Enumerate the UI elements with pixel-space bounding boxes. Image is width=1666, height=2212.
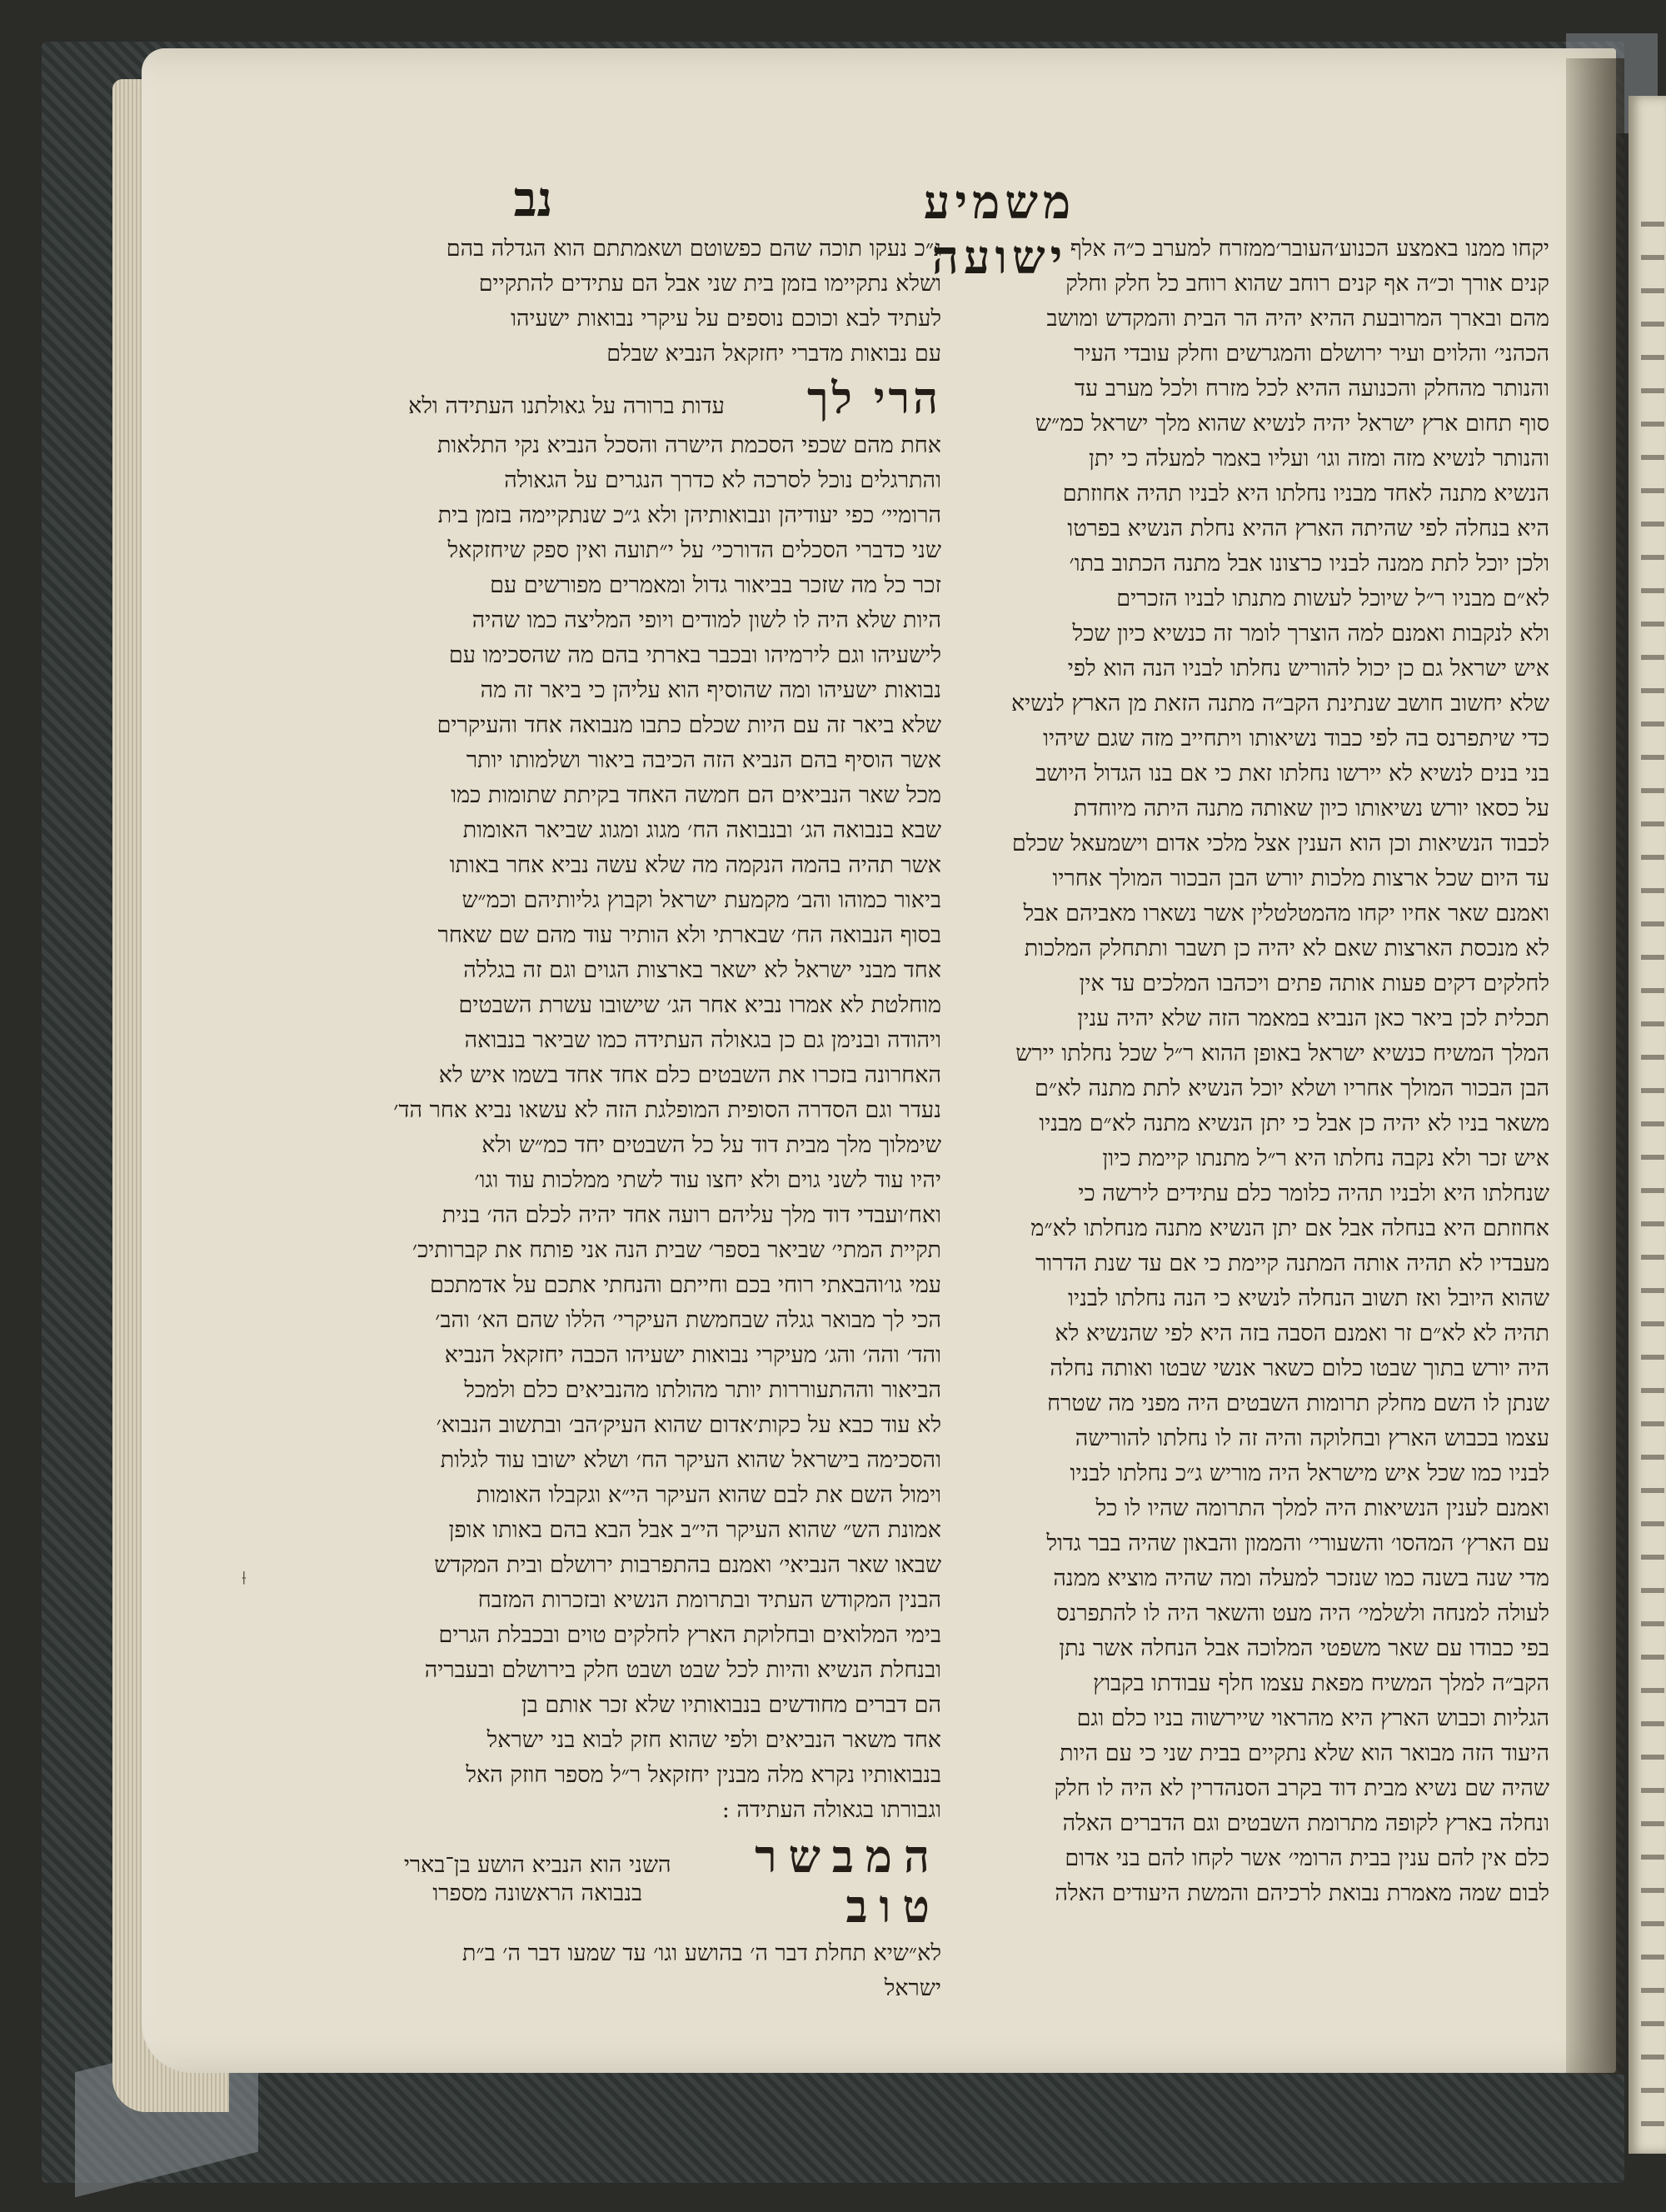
text-line: ואמנם לענין הנשיאות היה למלך התרומה שהיו לו כל: [1095, 1495, 1549, 1521]
text-line: אשר תהיה בהמה הנקמה מה שלא עשה נביא אחר באותו: [449, 852, 941, 878]
text-line: היא בנחלה לפי שהיתה הארץ ההיא נחלת הנשיא בפרטו: [1067, 516, 1549, 542]
text-line: הכהני׳ והלוים ועיר ירושלם והמגרשים וחלק עובדי העיר: [1074, 341, 1549, 367]
text-line: לא מנכסת הארצות שאם לא יהיה כן תשבר ותתחלק המלכות: [1024, 936, 1549, 961]
text-line: נעדר וגם הסדרה הסופית המופלגת הזה לא עשאו נביא אחר הד׳: [393, 1097, 941, 1123]
text-line: משאר בניו לא יהיה כן אבל כי יתן הנשיא מתנה לא״ם מבניו: [1039, 1111, 1549, 1136]
text-line: נבואות ישעיהו ומה שהוסיף הוא עליהן כי ביאר זה מה: [480, 677, 941, 703]
text-line: והנותר לנשיא מזה ומזה וגו׳ ועליו באמר למעלה כי יתן: [1089, 446, 1549, 472]
left-column-closing: [392, 1936, 941, 2006]
page-number: נב: [513, 171, 553, 227]
text-line: סוף תחום ארץ ישראל יהיה לנשיא שהוא מלך ישראל כמ״ש: [1035, 411, 1549, 437]
left-column-opening: [392, 232, 941, 372]
text-line: לחלקים דקים פעות אותה פתים ויכהבו המלכים עד אין: [1079, 971, 1549, 996]
text-line: לישעיהו וגם לירמיהו ובכבר בארתי בהם מה שהסכימו עם: [448, 642, 941, 668]
text-line: ולכן יוכל לתת ממנה לבניו כרצונו אבל מתנה הכתוב בתו׳: [1069, 551, 1549, 577]
heading-side-text-1: עדות ברורה על גאולתנו העתידה ולא: [408, 393, 725, 419]
text-line: אמונת הש״ שהוא העיקר הי״ב אבל הבא בהם באותו אופן: [448, 1517, 941, 1543]
text-line: תהיה לא לא״ם זר ואמנם הסבה בזה היא לפי שהנשיא לא: [1055, 1321, 1549, 1346]
text-line: הביאור וההתעוררות יותר מהולתו מהנביאים כלם ולמכל: [464, 1377, 941, 1403]
section-heading-2: [392, 1831, 941, 1931]
text-line: יקחו ממנו באמצע הכנוע׳העובר׳ממזרח למערב כ״ה אלף: [1070, 236, 1549, 262]
text-line: אחת מהם שכפי הסכמת הישרה והסכל הנביא נקי התלאות: [436, 432, 941, 458]
text-line: ג״כ נעקו תוכה שהם כפשוטם ושאמתתם הוא הגדלה בהם: [446, 236, 941, 262]
text-line: לכבוד הנשיאות וכן הוא הענין אצל מלכי אדום וישמעאל שכלם: [1011, 831, 1549, 856]
text-line: תכלית לכן ביאר כאן הנביא במאמר הזה שלא יהיה ענין: [1077, 1006, 1549, 1031]
text-line: שנחלתו היא ולבניו תהיה כלומר כלם עתידים לירשה כי: [1078, 1181, 1549, 1206]
text-line: בפי כבודו עם שאר משפטי המלוכה אבל הנחלה אשר נתן: [1059, 1635, 1549, 1661]
text-column-right: [958, 232, 1549, 2031]
margin-mark: ⟊: [242, 1568, 247, 1589]
text-line: אשר הוסיף בהם הנביא הזה הכיבה ביאור ושלמותו יותר: [466, 747, 941, 773]
text-line: ואמנם שאר אחיו יקחו מהמטלטלין אשר נשארו מאביהם אבל: [1023, 901, 1549, 926]
text-line: ונחלה בארץ לקופה מתרומת השבטים וגם הדברים האלה: [1062, 1810, 1549, 1836]
text-line: ויהודה ובנימן גם כן בגאולה העתידה כמו שביאר בנבואה: [464, 1027, 941, 1053]
text-line: על כסאו יורש נשיאותו כיון שאותה מתנה היתה מיוחדת: [1073, 796, 1549, 821]
text-line: והד׳ והה׳ והג׳ מעיקרי נבואות ישעיהו הכבה יחזקאל הנביא: [444, 1342, 941, 1368]
text-line: וימול השם את לבם שהוא העיקר הי״א וגקבלו האומות: [476, 1482, 941, 1508]
text-line: זכר כל מה שזכר בביאור גדול ומאמרים מפורשים עם: [490, 572, 941, 598]
text-line: לעולה למנחה ולשלמי׳ היה מעט והשאר היה לו להתפרנס: [1056, 1600, 1549, 1626]
text-line: וגבורתו בגאולה העתידה :: [721, 1797, 941, 1823]
text-line: מהם ובארך המרובעת ההיא יהיה הר הבית והמקדש ומושב: [1046, 306, 1549, 332]
text-line: היות שלא היה לו לשון למודים ויופי המליצה כמו שהיה: [471, 607, 941, 633]
text-line: היעוד הזה מבואר הוא שלא נתקיים בבית שני כי עם היות: [1060, 1740, 1549, 1766]
text-line: הרומיי׳ כפי יעודיהן ונבואותיהן ולא ג״כ שנתקיימה בזמן בית: [437, 502, 941, 528]
section-heading-1: [392, 375, 941, 423]
text-line: עם נבואות מדברי יחזקאל הנביא שבלם: [606, 341, 941, 367]
text-line: ואח׳ועבדי דוד מלך עליהם רועה אחד יהיה לכלם הה׳ בנית: [441, 1202, 941, 1228]
text-line: יהיו עוד לשני גוים ולא יחצו עוד לשתי ממלכות עוד וגו׳: [474, 1167, 941, 1193]
text-line: לבניו כמו שכל איש מישראל היה מוריש ג״כ נחלתו לבניו: [1070, 1461, 1549, 1486]
text-line: ביאור כמוהו והב׳ מקמעת ישראל וקבוץ גליותיהם וכמ״ש: [461, 887, 941, 913]
heading-word-1: הרי לך: [806, 373, 941, 424]
text-line: והתרגלים נוכל לסרכה לא כדרך הנגרים על הגאולה: [504, 467, 941, 493]
text-line: שהיה שם נשיא מבית דוד בקרב הסנהדרין לא היה לו חלק: [1054, 1775, 1549, 1801]
text-line: שהוא היובל ואז תשוב הנחלה לנשיא כי הנה נחלתו לבניו: [1068, 1286, 1549, 1311]
text-line: אחד משאר הנביאים ולפי שהוא חזק לבוא בני ישראל: [486, 1727, 941, 1753]
text-line: מוחלטת לא אמרו נביא אחר הג׳ שישובו עשרת השבטים: [458, 992, 941, 1018]
text-line: שני כדברי הסכלים הדורכי׳ על י״תועה ואין ספק שיחזקאל: [447, 537, 941, 563]
text-line: אחוזתם היא בנחלה אבל אם יתן הנשיא מתנה מנחלתו לא״מ: [1030, 1216, 1549, 1241]
text-line: ישראל: [884, 1975, 941, 2001]
text-line: הבנין המקודש העתיד ובתרומת הנשיא ובזכרות המזבח: [477, 1587, 941, 1613]
text-line: תקיית המתי׳ שביאר בספר׳ שבית הנה אני פותח את קברותיכ׳: [412, 1237, 941, 1263]
text-line: הכי לך מבואר גגלה שבחמשת העיקרי׳ הללו שהם הא׳ והב׳: [435, 1307, 941, 1333]
text-line: כלם אין להם ענין בבית הרומי׳ אשר לקחו להם בני אדום: [1065, 1845, 1549, 1871]
text-line: לבום שמה מאמרת נבואת לרכיהם והמשת היעודים האלה: [1055, 1880, 1549, 1906]
left-column-body: [392, 428, 941, 1828]
text-column-left: [392, 232, 941, 2001]
text-line: שבא בנבואה הג׳ ובנבואה הח׳ מגוג ומגוג שביאר האומות: [462, 817, 941, 843]
text-line: עמי גו׳והבאתי רוחי בכם וחייתם והנחתי אתכם על אדמתכם: [430, 1272, 941, 1298]
text-line: היה יורש בתוך שבטו כלום כשאר אנשי שבטו ואותה נחלה: [1050, 1356, 1549, 1381]
text-line: שבאו שאר הנביאי׳ ואמנם בהתפרבות ירושלם ובית המקדש: [434, 1552, 941, 1578]
text-line: עם הארץ׳ המהסו׳ והשעורי׳ והממון והבאון שהיה בבר גדול: [1046, 1530, 1549, 1556]
text-line: עד היום שכל ארצות מלכות יורש הבן הבכור המולך אחריו: [1052, 866, 1549, 891]
text-line: הם דברים מחודשים בנבואותיו שלא זכר אותם בן: [521, 1692, 941, 1718]
text-line: לא״שיא תחלת דבר ה׳ בהושע וגו׳ עד שמעו דבר ה׳ ב״ת: [461, 1940, 941, 1966]
text-line: שלא ביאר זה עם היות שכלם כתבו מנבואה אחד והעיקרים: [436, 712, 941, 738]
text-line: הגליות וכבוש הארץ היא מהראוי שיירשוה בניו כלם וגם: [1076, 1705, 1549, 1731]
text-line: לעתיד לבא וכוכם נוספים על עיקרי נבואות ישעיהו: [511, 306, 941, 332]
text-line: איש זכר ולא נקבה נחלתו היא ר״ל מתנתו קיימת כיון: [1102, 1146, 1549, 1171]
text-line: האחרונה בזכרו את השבטים כלם אחד אחד בשמו איש לא: [438, 1062, 941, 1088]
text-line: לא עוד כבא על כקות׳אדום שהוא העיק׳הב׳ ובתשוב הנבוא׳: [436, 1412, 941, 1438]
text-line: אחד מבני ישראל לא ישאר בארצות הגוים וגם זה בגללה: [463, 957, 941, 983]
text-line: מדי שנה בשנה כמו שנזכר למעלה ומה שהיה מוציא ממנה: [1053, 1565, 1549, 1591]
text-line: ולא לנקבות ואמנם למה הוצרך לומר זה כנשיא כיון שכל: [1072, 621, 1549, 647]
text-line: ושלא נתקיימו בזמן בית שני אבל הם עתידים להתקיים: [478, 271, 941, 297]
text-line: כדי שיתפרנס בה לפי כבוד נשיאותו ויתחייב מזה שגם שיהיו: [1043, 726, 1549, 751]
text-line: בימי המלואים ובחלוקת הארץ לחלקים טוים ובכבלת הגרים: [438, 1622, 941, 1648]
text-line: עצמו בכבוש הארץ ובחלוקה והיה זה לו נחלתו להורישה: [1075, 1426, 1549, 1451]
text-line: הקב״ה למלך המשיח מפאת עצמו חלף עבודתו בקבוץ: [1093, 1670, 1549, 1696]
facing-page-text: [1641, 200, 1664, 2133]
text-line: בנבואותיו נקרא מלה מבנין יחזקאל ר״ל מספר חוזק האל: [466, 1762, 941, 1788]
text-line: ובנחלת הנשיא והיות לכל שבט ושבט חלק בירושלם ובעבריה: [424, 1657, 941, 1683]
text-line: לא״ם מבניו ר״ל שיוכל לעשות מתנתו לבניו הזכרים: [1116, 586, 1549, 612]
heading-side-text-2: השני הוא הנביא הושע בן־בארי בנבואה הראשונה מספרו: [403, 1852, 671, 1906]
text-line: בני בנים לנשיא לא יירשו נחלתו זאת כי אם בנו הגדול היושב: [1035, 761, 1549, 786]
text-line: מכל שאר הנביאים הם חמשה האחד בקיתת שתומות כמו: [451, 782, 941, 808]
text-line: קנים אורך וכ״ה אף קנים רוחב שהוא רוחב כל חלק וחלק: [1065, 271, 1549, 297]
text-line: המלך המשיח כנשיא ישראל באופן ההוא ר״ל שכל נחלתו יירש: [1015, 1041, 1549, 1066]
text-line: הנשיא מתנה לאחד מבניו נחלתו היא לבניו תהיה אחוזתם: [1062, 481, 1549, 507]
running-head: משמיע ישועה: [923, 175, 1076, 285]
text-line: איש ישראל גם כן יכול להוריש נחלתו לבניו הנה הוא לפי: [1067, 656, 1549, 682]
text-line: הבן הבכור המולך אחריו ושלא יוכל הנשיא לתת מתנה לא״ם: [1034, 1076, 1549, 1101]
text-line: מעבדיו לא תהיה אותה המתנה קיימת כי אם עד שנת הדרור: [1035, 1251, 1549, 1276]
heading-word-2: המבשר טוב: [755, 1830, 941, 1933]
page-gutter: [1566, 58, 1624, 2075]
text-line: שימלוך מלך מבית דוד על כל השבטים יחד כמ״ש ולא: [481, 1132, 941, 1158]
text-line: והנותר מהחלק והכנועה ההיא לכל מזרח ולכל מערב עד: [1074, 376, 1549, 402]
text-line: והסכימה בישראל שהוא העיקר הח׳ ושלא ישובו עוד לגלות: [440, 1447, 941, 1473]
text-line: שלא יחשוב חושב שנתינת הקב״ה מתנה הזאת מן הארץ לנשיא: [1010, 691, 1549, 717]
text-line: בסוף הנבואה הח׳ שבארתי ולא הותיר עוד מהם שם שאחר: [437, 922, 941, 948]
text-line: שנתן לו השם מחלק תרומות השבטים היה מפני מה שטרח: [1047, 1391, 1549, 1416]
